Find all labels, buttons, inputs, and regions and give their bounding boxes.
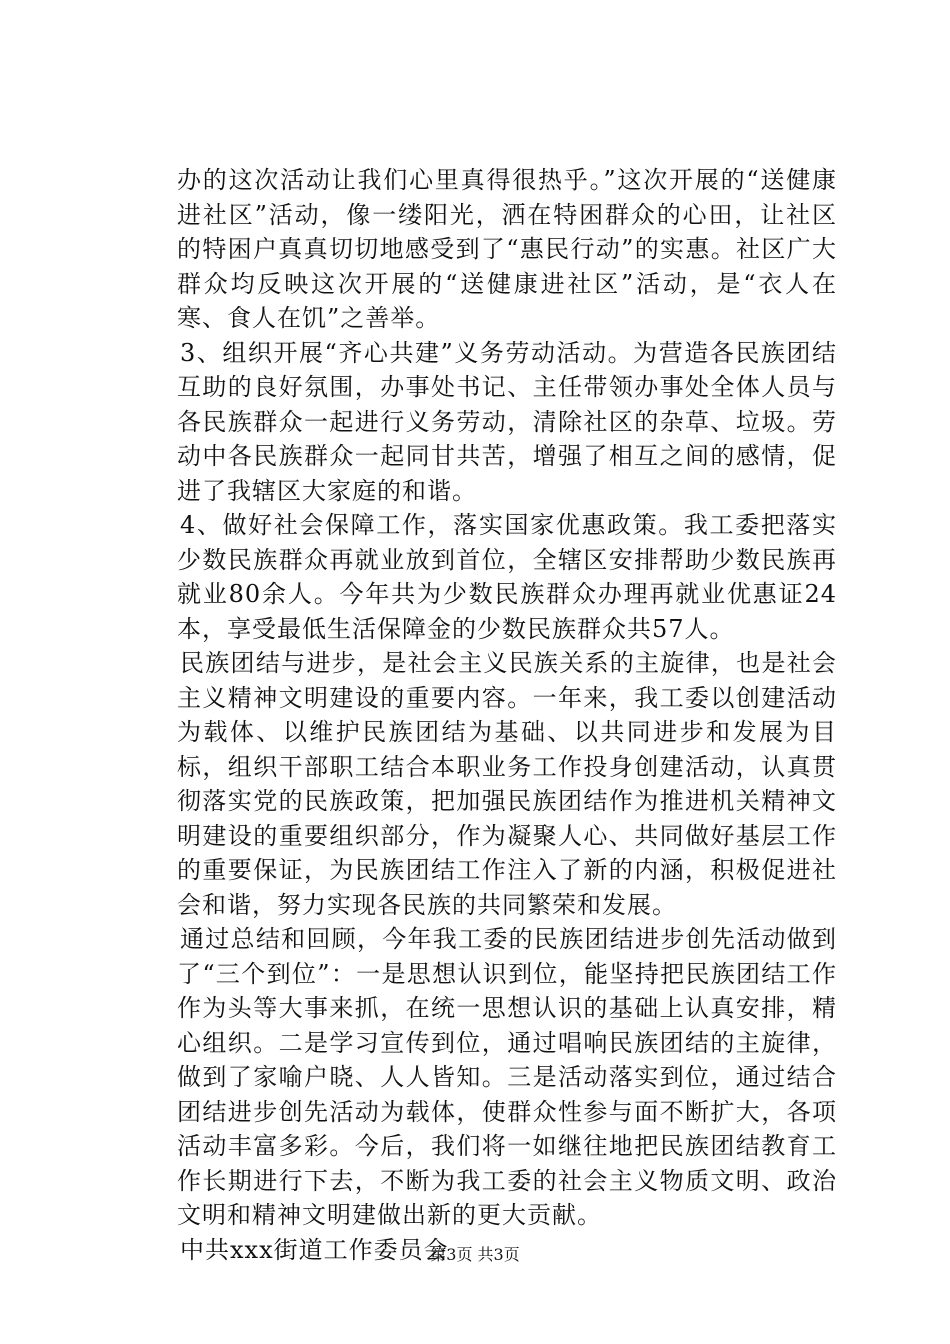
paragraph-item-3: 3、组织开展“齐心共建”义务劳动活动。为营造各民族团结互助的良好氛围，办事处书记、主任带领办事处全体人员与各民族群众一起进行义务劳动，清除社区的杂草、垃圾。劳动中各民族群众一起同甘共苦，增强了相互之间的感情，促进了我辖区大家庭的和谐。: [177, 338, 837, 505]
document-body: [177, 163, 837, 1267]
paragraph-item-4: 4、做好社会保障工作，落实国家优惠政策。我工委把落实少数民族群众再就业放到首位，全辖区安排帮助少数民族再就业80余人。今年共为少数民族群众办理再就业优惠证24本，享受最低生活保障金的少数民族群众共57人。: [177, 511, 837, 643]
paragraph-summary: 民族团结与进步，是社会主义民族关系的主旋律，也是社会主义精神文明建设的重要内容。一年来，我工委以创建活动为载体、以维护民族团结为基础、以共同进步和发展为目标，组织干部职工结合本职业务工作投身创建活动，认真贯彻落实党的民族政策，把加强民族团结作为推进机关精神文明建设的重要组织部分，作为凝聚人心、共同做好基层工作的重要保证，为民族团结工作注入了新的内涵，积极促进社会和谐，努力实现各民族的共同繁荣和发展。: [177, 649, 837, 919]
page-number-footer: 第3页 共3页: [430, 1245, 520, 1264]
paragraph-conclusion: 通过总结和回顾，今年我工委的民族团结进步创先活动做到了“三个到位”：一是思想认识到位，能坚持把民族团结工作作为头等大事来抓，在统一思想认识的基础上认真安排，精心组织。二是学习宣传到位，通过唱响民族团结的主旋律，做到了家喻户晓、人人皆知。三是活动落实到位，通过结合团结进步创先活动为载体，使群众性参与面不断扩大，各项活动丰富多彩。今后，我们将一如继往地把民族团结教育工作长期进行下去，不断为我工委的社会主义物质文明、政治文明和精神文明建做出新的更大贡献。: [177, 925, 837, 1229]
signature-organization: 中共xxx街道工作委员会: [180, 1235, 449, 1264]
paragraph-continuation: 办的这次活动让我们心里真得很热乎。”这次开展的“送健康进社区”活动，像一缕阳光，洒在特困群众的心田，让社区的特困户真真切切地感受到了“惠民行动”的实惠。社区广大群众均反映这次开展的“送健康进社区”活动，是“衣人在寒、食人在饥”之善举。: [177, 166, 837, 332]
